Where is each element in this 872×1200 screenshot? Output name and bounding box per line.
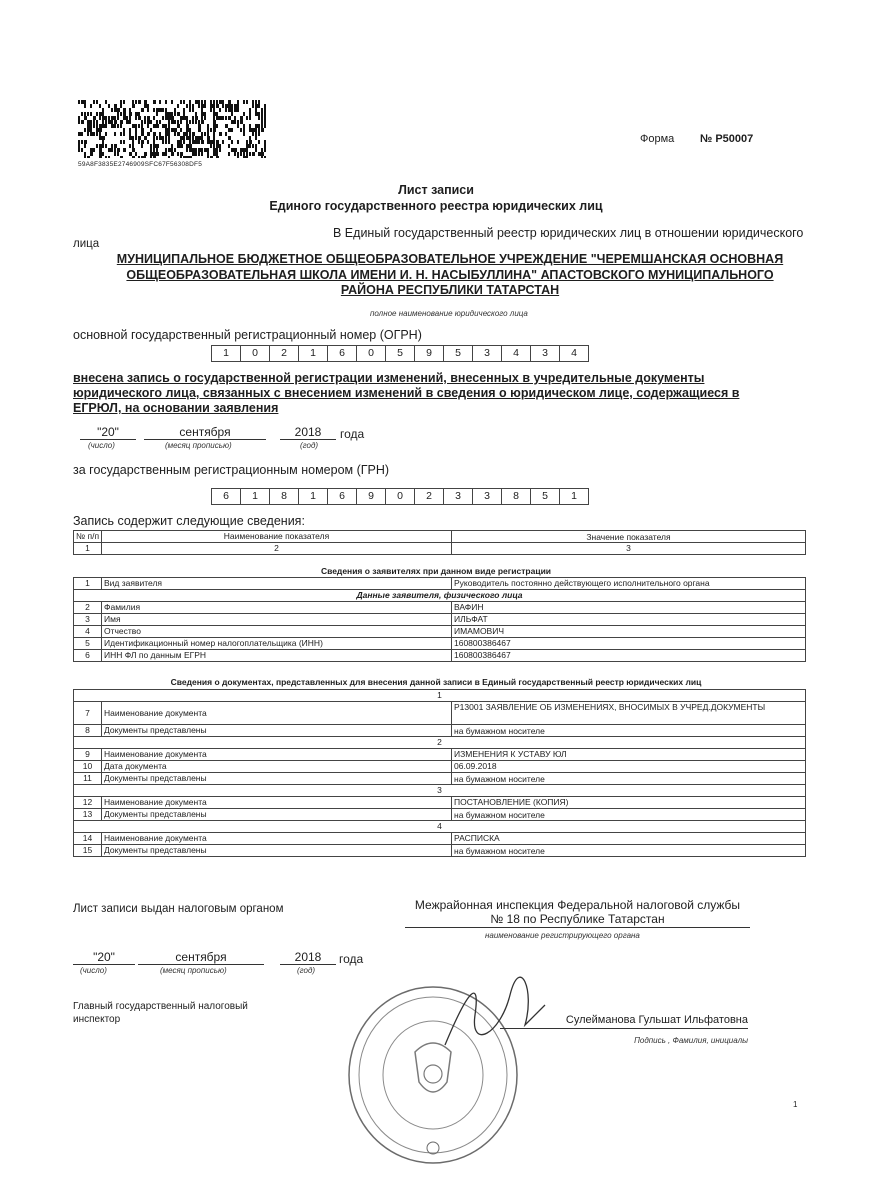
row-value: Р13001 ЗАЯВЛЕНИЕ ОБ ИЗМЕНЕНИЯХ, ВНОСИМЫХ В УЧРЕД.ДОКУМЕНТЫ bbox=[452, 702, 806, 725]
row-number: 2 bbox=[74, 602, 102, 614]
grn-digit: 1 bbox=[298, 488, 328, 505]
authority-caption: наименование регистрирующего органа bbox=[485, 931, 640, 940]
table-row bbox=[74, 833, 806, 845]
col-index-1: 1 bbox=[74, 543, 102, 555]
date1-month: сентября bbox=[144, 425, 266, 440]
subsection-row bbox=[74, 590, 806, 602]
ogrn-digits bbox=[212, 345, 589, 362]
row-value: ВАФИН bbox=[452, 602, 806, 614]
ogrn-label: основной государственный регистрационный номер (ОГРН) bbox=[73, 328, 422, 342]
col-num: № п/п bbox=[74, 531, 102, 543]
date1-day: "20" bbox=[80, 425, 136, 440]
statement-line1: внесена запись о государственной регистрации изменений, внесенных в учредительные документы bbox=[73, 371, 705, 385]
applicants-subtitle: Данные заявителя, физического лица bbox=[74, 590, 806, 602]
row-value: на бумажном носителе bbox=[452, 773, 806, 785]
table-row bbox=[74, 749, 806, 761]
grn-digits bbox=[212, 488, 589, 505]
grn-digit: 8 bbox=[269, 488, 299, 505]
grn-digit: 6 bbox=[327, 488, 357, 505]
ogrn-digit: 6 bbox=[327, 345, 357, 362]
grn-digit: 9 bbox=[356, 488, 386, 505]
row-value: ИЛЬФАТ bbox=[452, 614, 806, 626]
authority-line1: Межрайонная инспекция Федеральной налоговой службы bbox=[414, 898, 741, 912]
table-row bbox=[74, 725, 806, 737]
table-header bbox=[73, 530, 806, 555]
date1-day-hint: (число) bbox=[88, 441, 115, 450]
grn-digit: 1 bbox=[240, 488, 270, 505]
date2-year-hint: (год) bbox=[297, 966, 316, 975]
table-row bbox=[74, 702, 806, 725]
ogrn-digit: 4 bbox=[501, 345, 531, 362]
registration-statement bbox=[73, 371, 813, 416]
doc-subtitle: Единого государственного реестра юридических лиц bbox=[269, 199, 603, 213]
issued-label: Лист записи выдан налоговым органом bbox=[73, 903, 284, 915]
form-label: Форма bbox=[640, 133, 675, 145]
row-number: 7 bbox=[74, 702, 102, 725]
page-number: 1 bbox=[793, 1100, 798, 1109]
col-index-3: 3 bbox=[452, 543, 806, 555]
applicants-table bbox=[73, 577, 806, 662]
intro-line1: В Единый государственный реестр юридических лиц в отношении юридического bbox=[333, 226, 804, 240]
row-label: Наименование документа bbox=[102, 702, 452, 725]
table-row bbox=[74, 650, 806, 662]
row-value: РАСПИСКА bbox=[452, 833, 806, 845]
col-index-2: 2 bbox=[102, 543, 452, 555]
row-number: 15 bbox=[74, 845, 102, 857]
row-value: 06.09.2018 bbox=[452, 761, 806, 773]
header-index-row bbox=[74, 543, 806, 555]
row-number: 4 bbox=[74, 626, 102, 638]
col-value: Значение показателя bbox=[452, 531, 806, 543]
row-number: 13 bbox=[74, 809, 102, 821]
row-label: Наименование документа bbox=[102, 833, 452, 845]
table-row bbox=[74, 809, 806, 821]
table-row bbox=[74, 602, 806, 614]
row-label: Имя bbox=[102, 614, 452, 626]
row-number: 9 bbox=[74, 749, 102, 761]
date2-suffix: года bbox=[339, 952, 364, 966]
ogrn-digit: 1 bbox=[211, 345, 241, 362]
grn-digit: 5 bbox=[530, 488, 560, 505]
group-header-row bbox=[74, 821, 806, 833]
row-label: Дата документа bbox=[102, 761, 452, 773]
ogrn-digit: 0 bbox=[240, 345, 270, 362]
grn-digit: 3 bbox=[443, 488, 473, 505]
ogrn-digit: 9 bbox=[414, 345, 444, 362]
form-number: № Р50007 bbox=[700, 133, 754, 145]
col-name: Наименование показателя bbox=[102, 531, 452, 543]
grn-digit: 2 bbox=[414, 488, 444, 505]
row-number: 11 bbox=[74, 773, 102, 785]
date1-month-hint: (месяц прописью) bbox=[165, 441, 232, 450]
row-number: 8 bbox=[74, 725, 102, 737]
documents-title: Сведения о документах, представленных для внесения данной записи в Единый государственный реестр юридических лиц bbox=[170, 677, 702, 687]
group-number: 3 bbox=[74, 785, 806, 797]
row-label: Документы представлены bbox=[102, 725, 452, 737]
row-number: 1 bbox=[74, 578, 102, 590]
grn-digit: 8 bbox=[501, 488, 531, 505]
row-label: ИНН ФЛ по данным ЕГРН bbox=[102, 650, 452, 662]
table-row bbox=[74, 797, 806, 809]
ogrn-digit: 0 bbox=[356, 345, 386, 362]
row-value: на бумажном носителе bbox=[452, 725, 806, 737]
statement-line3: ЕГРЮЛ, на основании заявления bbox=[73, 401, 279, 415]
ogrn-digit: 3 bbox=[530, 345, 560, 362]
row-number: 14 bbox=[74, 833, 102, 845]
ogrn-digit: 3 bbox=[472, 345, 502, 362]
row-label: Документы представлены bbox=[102, 809, 452, 821]
ogrn-digit: 5 bbox=[385, 345, 415, 362]
table-row bbox=[74, 845, 806, 857]
table-row bbox=[74, 614, 806, 626]
group-number: 4 bbox=[74, 821, 806, 833]
grn-label: за государственным регистрационным номером (ГРН) bbox=[73, 463, 390, 477]
row-label: Идентификационный номер налогоплательщика (ИНН) bbox=[102, 638, 452, 650]
table-row bbox=[74, 626, 806, 638]
entity-name-caption: полное наименование юридического лица bbox=[370, 309, 528, 318]
date1-year: 2018 bbox=[280, 425, 336, 440]
documents-table bbox=[73, 689, 806, 857]
barcode-code: 59A8F3835E2746909SFC67F56308DF5 bbox=[78, 161, 203, 168]
grn-digit: 3 bbox=[472, 488, 502, 505]
position-line1: Главный государственный налоговый bbox=[73, 1001, 248, 1012]
table-row bbox=[74, 578, 806, 590]
row-value: на бумажном носителе bbox=[452, 845, 806, 857]
header-row bbox=[74, 531, 806, 543]
row-label: Документы представлены bbox=[102, 773, 452, 785]
entity-name-line2: ОБЩЕОБРАЗОВАТЕЛЬНАЯ ШКОЛА ИМЕНИ И. Н. НАСЫБУЛЛИНА" АПАСТОВСКОГО МУНИЦИПАЛЬНОГО bbox=[126, 267, 774, 282]
intro-line2: лица bbox=[73, 238, 100, 250]
date2-day-hint: (число) bbox=[80, 966, 107, 975]
table-row bbox=[74, 761, 806, 773]
grn-digit: 6 bbox=[211, 488, 241, 505]
authority-line2: № 18 по Республике Татарстан bbox=[405, 912, 750, 928]
row-number: 3 bbox=[74, 614, 102, 626]
date1-suffix: года bbox=[340, 427, 365, 441]
ogrn-digit: 4 bbox=[559, 345, 589, 362]
statement-line2: юридического лица, связанных с внесением изменений в сведения о юридическом лице, содержащиеся в bbox=[73, 386, 740, 400]
doc-title: Лист записи bbox=[398, 183, 474, 197]
row-value: ИЗМЕНЕНИЯ К УСТАВУ ЮЛ bbox=[452, 749, 806, 761]
date2-day: "20" bbox=[73, 950, 135, 965]
date2-month: сентября bbox=[138, 950, 264, 965]
row-number: 10 bbox=[74, 761, 102, 773]
row-value: 160800386467 bbox=[452, 650, 806, 662]
entity-name-line3: РАЙОНА РЕСПУБЛИКИ ТАТАРСТАН bbox=[340, 283, 560, 297]
group-number: 2 bbox=[74, 737, 806, 749]
row-label: Наименование документа bbox=[102, 749, 452, 761]
row-value: на бумажном носителе bbox=[452, 809, 806, 821]
date1-year-hint: (год) bbox=[300, 441, 319, 450]
row-number: 12 bbox=[74, 797, 102, 809]
signer-name: Сулейманова Гульшат Ильфатовна bbox=[500, 1014, 748, 1029]
row-value: ИМАМОВИЧ bbox=[452, 626, 806, 638]
group-header-row bbox=[74, 737, 806, 749]
group-number: 1 bbox=[74, 690, 806, 702]
row-label: Вид заявителя bbox=[102, 578, 452, 590]
barcode bbox=[78, 100, 266, 158]
entity-name bbox=[70, 252, 830, 299]
row-label: Наименование документа bbox=[102, 797, 452, 809]
applicants-title: Сведения о заявителях при данном виде регистрации bbox=[320, 566, 552, 576]
group-header-row bbox=[74, 690, 806, 702]
row-label: Документы представлены bbox=[102, 845, 452, 857]
table-row bbox=[74, 773, 806, 785]
date2-year: 2018 bbox=[280, 950, 336, 965]
row-label: Фамилия bbox=[102, 602, 452, 614]
row-value: ПОСТАНОВЛЕНИЕ (КОПИЯ) bbox=[452, 797, 806, 809]
date2-month-hint: (месяц прописью) bbox=[160, 966, 227, 975]
row-label: Отчество bbox=[102, 626, 452, 638]
table-row bbox=[74, 638, 806, 650]
ogrn-digit: 5 bbox=[443, 345, 473, 362]
row-number: 5 bbox=[74, 638, 102, 650]
contains-label: Запись содержит следующие сведения: bbox=[73, 514, 305, 528]
row-number: 6 bbox=[74, 650, 102, 662]
entity-name-line1: МУНИЦИПАЛЬНОЕ БЮДЖЕТНОЕ ОБЩЕОБРАЗОВАТЕЛЬНОЕ УЧРЕЖДЕНИЕ "ЧЕРЕМШАНСКАЯ ОСНОВНАЯ bbox=[116, 252, 784, 266]
row-value: 160800386467 bbox=[452, 638, 806, 650]
row-value: Руководитель постоянно действующего исполнительного органа bbox=[452, 578, 806, 590]
grn-digit: 1 bbox=[559, 488, 589, 505]
group-header-row bbox=[74, 785, 806, 797]
signature-caption: Подпись , Фамилия, инициалы bbox=[634, 1036, 748, 1045]
position-line2: инспектор bbox=[73, 1014, 121, 1025]
grn-digit: 0 bbox=[385, 488, 415, 505]
ogrn-digit: 1 bbox=[298, 345, 328, 362]
ogrn-digit: 2 bbox=[269, 345, 299, 362]
